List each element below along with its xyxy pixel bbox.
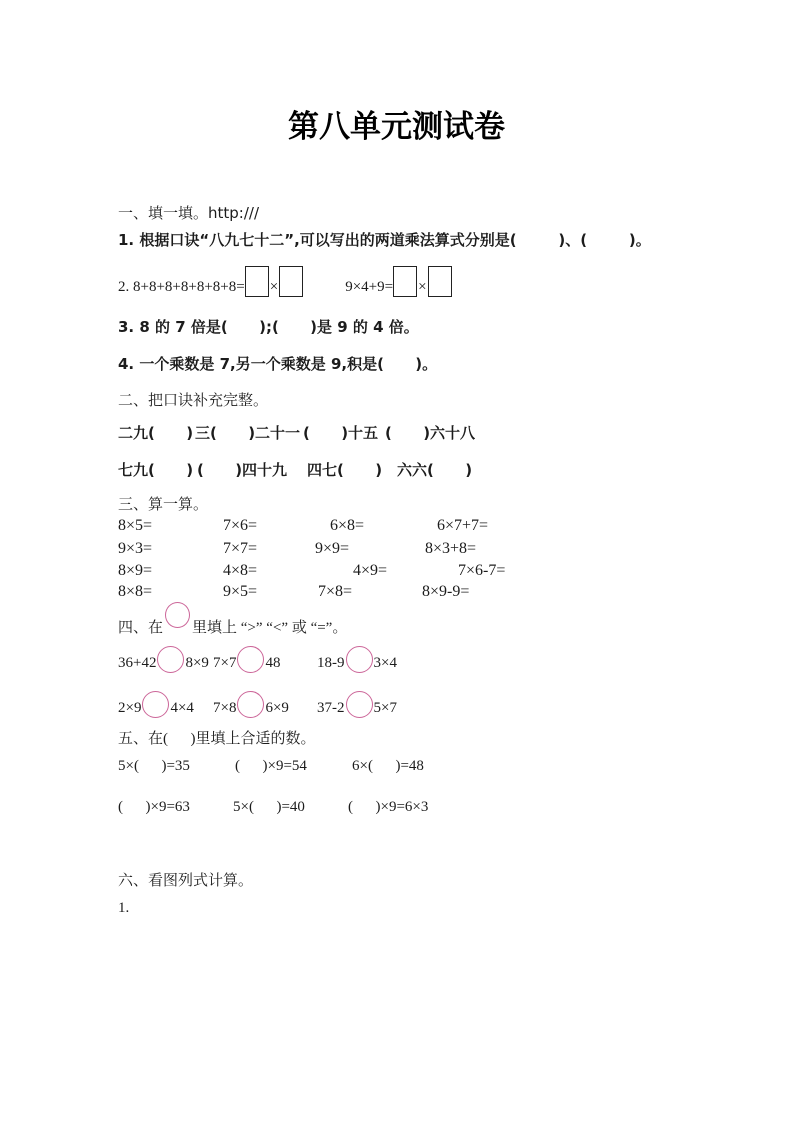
answer-box bbox=[428, 266, 452, 297]
section-four-header bbox=[118, 601, 347, 638]
section-one-header-link: http:/// bbox=[208, 204, 260, 222]
comparison-left: 37-2 bbox=[317, 700, 345, 716]
section-six-item-number: 1. bbox=[118, 900, 130, 916]
calc-row bbox=[118, 561, 506, 581]
comparison-left: 36+42 bbox=[118, 655, 157, 671]
calc-item: 4×9= bbox=[353, 562, 388, 579]
question-3: 3. 8 的 7 倍是( );( )是 9 的 4 倍。 bbox=[118, 318, 419, 336]
fill-number-item: 5×( )=35 bbox=[118, 758, 190, 774]
calc-item: 6×7+7= bbox=[437, 517, 489, 534]
comparison-circle bbox=[165, 602, 190, 628]
answer-box bbox=[393, 266, 417, 297]
mnemonic-row bbox=[118, 460, 473, 480]
section-six-header: 六、看图列式计算。 bbox=[118, 873, 254, 889]
answer-box bbox=[279, 266, 303, 297]
fill-number-item: ( )×9=63 bbox=[118, 799, 190, 815]
comparison-left: 7×8 bbox=[213, 700, 237, 716]
calc-item: 9×9= bbox=[315, 540, 350, 557]
mnemonic-item: ( )四十九 bbox=[197, 461, 288, 479]
mnemonic-item: 三( )二十一 bbox=[195, 424, 301, 442]
calc-item: 8×3+8= bbox=[425, 540, 477, 557]
mnemonic-item: 二九( ) bbox=[118, 424, 194, 442]
calc-item: 8×9= bbox=[118, 562, 153, 579]
fill-number-item: 5×( )=40 bbox=[233, 799, 305, 815]
calc-row bbox=[118, 539, 477, 559]
comparison-left: 18-9 bbox=[317, 655, 345, 671]
comparison-item bbox=[317, 643, 397, 673]
comparison-right: 6×9 bbox=[265, 700, 289, 716]
section-four-header-suffix: 里填上 “>” “<” 或 “=”。 bbox=[192, 620, 348, 636]
multiply-sign: × bbox=[418, 279, 427, 295]
section-four-header-prefix: 四、在 bbox=[118, 620, 164, 636]
page-title: 第八单元测试卷 bbox=[288, 109, 505, 145]
mnemonic-row bbox=[118, 423, 476, 443]
comparison-item bbox=[118, 643, 209, 673]
answer-box bbox=[245, 266, 269, 297]
spacer bbox=[303, 296, 345, 297]
comparison-circle bbox=[237, 646, 264, 673]
section-one-header-text: 一、填一填。 bbox=[118, 206, 209, 222]
fill-number-item: ( )×9=6×3 bbox=[348, 799, 429, 815]
fill-number-row bbox=[118, 797, 429, 817]
question-2-expression: 2. 8+8+8+8+8+8+8= bbox=[118, 279, 245, 295]
mnemonic-item: ( )十五 bbox=[303, 424, 379, 442]
comparison-circle bbox=[346, 646, 373, 673]
calc-item: 7×7= bbox=[223, 540, 258, 557]
fill-number-item: ( )×9=54 bbox=[235, 758, 307, 774]
comparison-item bbox=[118, 688, 194, 718]
comparison-right: 3×4 bbox=[373, 655, 397, 671]
mnemonic-item: 六六( ) bbox=[397, 461, 473, 479]
mnemonic-item: 四七( ) bbox=[307, 461, 383, 479]
calc-item: 6×8= bbox=[330, 517, 365, 534]
section-two-header: 二、把口诀补充完整。 bbox=[118, 393, 269, 409]
calc-item: 8×8= bbox=[118, 583, 153, 600]
comparison-circle bbox=[237, 691, 264, 718]
mnemonic-item: 七九( ) bbox=[118, 461, 194, 479]
comparison-item bbox=[317, 688, 397, 718]
calc-item: 7×6= bbox=[223, 517, 258, 534]
calc-item: 9×3= bbox=[118, 540, 153, 557]
comparison-left: 2×9 bbox=[118, 700, 142, 716]
question-2 bbox=[118, 264, 452, 297]
section-three-header: 三、算一算。 bbox=[118, 497, 209, 513]
comparison-circle bbox=[346, 691, 373, 718]
comparison-circle bbox=[142, 691, 169, 718]
fill-number-row bbox=[118, 756, 424, 776]
question-1: 1. 根据口诀“八九七十二”,可以写出的两道乘法算式分别是( )、( )。 bbox=[118, 231, 651, 249]
comparison-right: 8×9 bbox=[185, 655, 209, 671]
calc-item: 7×6-7= bbox=[458, 562, 506, 579]
fill-number-item: 6×( )=48 bbox=[352, 758, 424, 774]
calc-row bbox=[118, 582, 470, 602]
section-five-header: 五、在( )里填上合适的数。 bbox=[118, 731, 316, 747]
calc-row bbox=[118, 516, 489, 536]
calc-item: 8×5= bbox=[118, 517, 153, 534]
comparison-circle bbox=[157, 646, 184, 673]
comparison-right: 48 bbox=[265, 655, 281, 671]
question-2-expression-2: 9×4+9= bbox=[345, 279, 394, 295]
comparison-right: 5×7 bbox=[373, 700, 397, 716]
question-4: 4. 一个乘数是 7,另一个乘数是 9,积是( )。 bbox=[118, 355, 438, 373]
calc-item: 4×8= bbox=[223, 562, 258, 579]
calc-item: 8×9-9= bbox=[422, 583, 470, 600]
comparison-right: 4×4 bbox=[170, 700, 194, 716]
multiply-sign: × bbox=[269, 279, 279, 295]
calc-item: 9×5= bbox=[223, 583, 258, 600]
calc-item: 7×8= bbox=[318, 583, 353, 600]
section-one-header bbox=[118, 203, 259, 224]
comparison-left: 7×7 bbox=[213, 655, 237, 671]
comparison-item bbox=[213, 688, 289, 718]
mnemonic-item: ( )六十八 bbox=[385, 424, 476, 442]
comparison-item bbox=[213, 643, 280, 673]
